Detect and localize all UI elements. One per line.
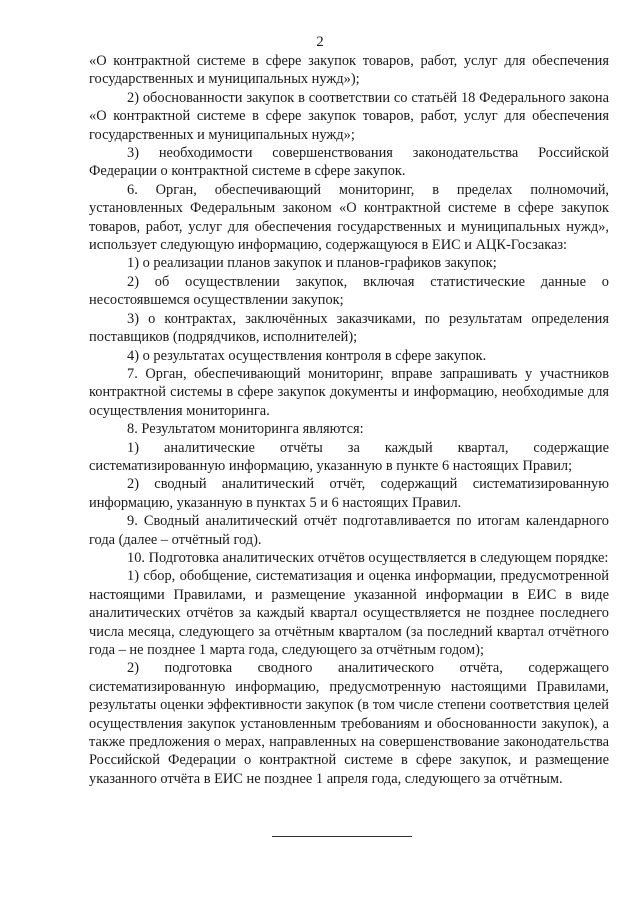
paragraph: 1) о реализации планов закупок и планов-графиков закупок; — [127, 255, 497, 272]
end-divider — [272, 836, 412, 837]
paragraph: 7. Орган, обеспечивающий мониторинг, вправе запрашивать у участников контрактной системы в сфере закупок документы и информацию, необходимые для осуществления мониторинга. — [89, 365, 609, 419]
paragraph: 3) необходимости совершенствования законодательства Российской Федерации о контрактной системе в сфере закупок. — [89, 145, 609, 180]
page-number: 2 — [316, 34, 324, 50]
paragraph: 1) сбор, обобщение, систематизация и оценка информации, предусмотренной настоящими Правилами, и размещение указанной информации в ЕИС в виде аналитических отчётов за каждый квартал осуществляется не позднее последнего числа месяца, следующего за отчётным кварталом (за последний квартал отчётного года – не позднее 1 марта года, следующего за отчётным годом); — [89, 568, 609, 658]
paragraph: 2) сводный аналитический отчёт, содержащий систематизированную информацию, указанную в пунктах 5 и 6 настоящих Правил. — [89, 476, 609, 511]
paragraph: «О контрактной системе в сфере закупок товаров, работ, услуг для обеспечения государственных и муниципальных нужд»); — [89, 53, 609, 88]
paragraph: 2) об осуществлении закупок, включая статистические данные о несостоявшемся осуществлении закупок; — [89, 273, 609, 309]
paragraph: 2) подготовка сводного аналитического отчёта, содержащего систематизированную информацию, предусмотренную настоящими Правилами, результаты оценки эффективности закупок (в том числе степени соответствия целей осуществления закупок установленным требованиям и обоснованности закупок), а также предложения о мерах, направленных на совершенствование законодательства Российской Федерации о контрактной системе в сфере закупок, и размещение указанного отчёта в ЕИС не позднее 1 апреля года, следующего за отчётным. — [89, 660, 609, 787]
paragraph: 10. Подготовка аналитических отчётов осуществляется в следующем порядке: — [127, 549, 609, 566]
document-body — [89, 52, 609, 788]
paragraph: 3) о контрактах, заключённых заказчиками, по результатам определения поставщиков (подрядчиков, исполнителей); — [89, 310, 609, 346]
paragraph: 9. Сводный аналитический отчёт подготавливается по итогам календарного года (далее – отчётный год). — [89, 513, 609, 548]
paragraph: 6. Орган, обеспечивающий мониторинг, в пределах полномочий, установленных Федеральным законом «О контрактной системе в сфере закупок товаров, работ, услуг для обеспечения государственных и муниципальных нужд», использует следующую информацию, содержащуюся в ЕИС и АЦК-Госзаказ: — [89, 181, 609, 254]
paragraph: 2) обоснованности закупок в соответствии со статьёй 18 Федерального закона «О контрактной системе в сфере закупок товаров, работ, услуг для обеспечения государственных и муниципальных нужд»; — [89, 89, 609, 143]
paragraph: 8. Результатом мониторинга являются: — [127, 421, 364, 438]
paragraph: 1) аналитические отчёты за каждый квартал, содержащие систематизированную информацию, указанную в пункте 6 настоящих Правил; — [89, 439, 609, 474]
paragraph: 4) о результатах осуществления контроля в сфере закупок. — [127, 347, 487, 364]
